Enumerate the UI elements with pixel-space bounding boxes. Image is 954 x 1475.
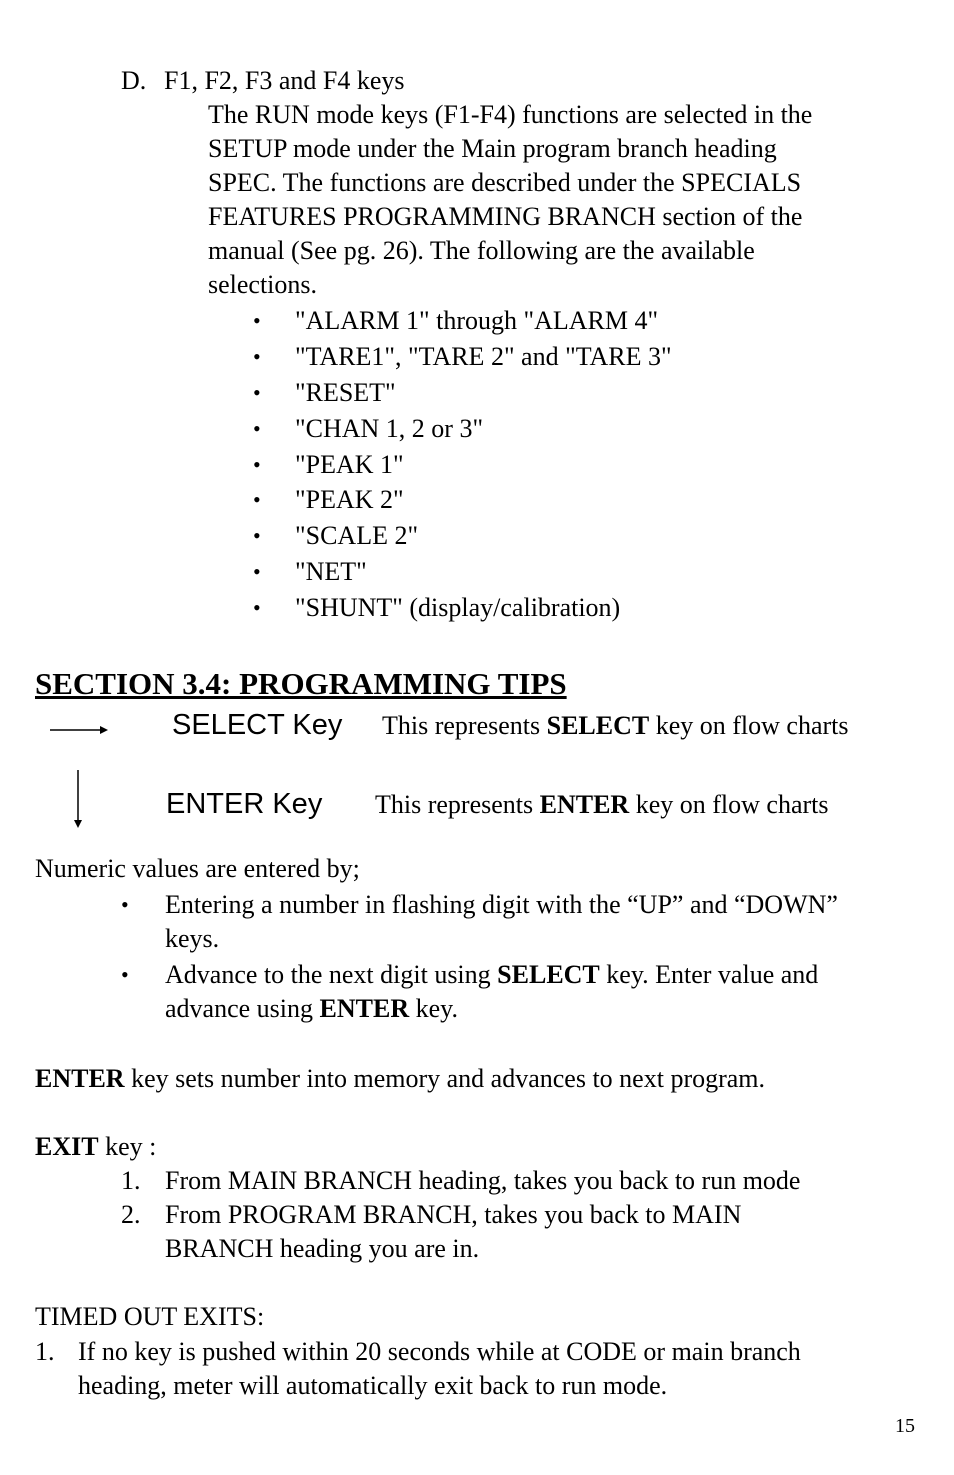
timed-title: TIMED OUT EXITS: xyxy=(35,1302,265,1331)
bullet-icon: • xyxy=(253,452,261,477)
paragraph-line: SPEC. The functions are described under the SPECIALS xyxy=(208,168,802,197)
numeric-item-line: keys. xyxy=(165,924,220,953)
bullet-icon: • xyxy=(253,595,261,620)
select-key-desc: This represents SELECT key on flow charts xyxy=(382,711,849,740)
list-item: "CHAN 1, 2 or 3" xyxy=(295,414,484,443)
paragraph-line: FEATURES PROGRAMMING BRANCH section of the xyxy=(208,202,803,231)
list-item: "SHUNT" (display/calibration) xyxy=(295,593,621,622)
exit-item-line: BRANCH heading you are in. xyxy=(165,1234,480,1263)
enter-key-desc: This represents ENTER key on flow charts xyxy=(375,790,829,819)
list-item: "NET" xyxy=(295,557,367,586)
enter-key-label: ENTER Key xyxy=(166,788,323,820)
paragraph-line: The RUN mode keys (F1-F4) functions are selected in the xyxy=(208,100,813,129)
bullet-icon: • xyxy=(253,523,261,548)
list-item: "RESET" xyxy=(295,378,396,407)
right-arrow-icon xyxy=(50,722,110,738)
timed-item-line: heading, meter will automatically exit back to run mode. xyxy=(78,1371,668,1400)
bullet-icon: • xyxy=(253,487,261,512)
bullet-icon: • xyxy=(253,380,261,405)
exit-item-line: From PROGRAM BRANCH, takes you back to MAIN xyxy=(165,1200,742,1229)
exit-item-num: 1. xyxy=(121,1166,141,1195)
numeric-item-line: advance using ENTER key. xyxy=(165,994,458,1023)
down-arrow-icon xyxy=(70,770,86,830)
exit-item-line: From MAIN BRANCH heading, takes you back to run mode xyxy=(165,1166,801,1195)
paragraph-line: SETUP mode under the Main program branch heading xyxy=(208,134,777,163)
exit-item-num: 2. xyxy=(121,1200,141,1229)
bullet-icon: • xyxy=(253,344,261,369)
bullet-icon: • xyxy=(121,892,129,917)
list-item: "PEAK 1" xyxy=(295,450,404,479)
list-item: "SCALE 2" xyxy=(295,521,419,550)
bullet-icon: • xyxy=(253,416,261,441)
enter-note: ENTER key sets number into memory and advances to next program. xyxy=(35,1064,766,1093)
section-title: SECTION 3.4: PROGRAMMING TIPS xyxy=(35,666,567,701)
enter-key-bold: ENTER xyxy=(539,790,630,819)
numeric-item-line: Entering a number in flashing digit with the “UP” and “DOWN” xyxy=(165,890,838,919)
numeric-intro: Numeric values are entered by; xyxy=(35,854,360,883)
timed-item-num: 1. xyxy=(35,1337,55,1366)
numeric-item-line: Advance to the next digit using SELECT key. Enter value and xyxy=(165,960,819,989)
timed-item-line: If no key is pushed within 20 seconds while at CODE or main branch xyxy=(78,1337,801,1366)
bullet-icon: • xyxy=(121,962,129,987)
list-item: "PEAK 2" xyxy=(295,485,404,514)
exit-heading: EXIT key : xyxy=(35,1132,157,1161)
select-key-label: SELECT Key xyxy=(172,709,343,741)
bullet-icon: • xyxy=(253,559,261,584)
section-d-heading: F1, F2, F3 and F4 keys xyxy=(164,66,405,95)
select-key-bold: SELECT xyxy=(546,711,650,740)
paragraph-line: selections. xyxy=(208,270,318,299)
bullet-icon: • xyxy=(253,308,261,333)
page-number: 15 xyxy=(895,1415,915,1437)
section-d-letter: D. xyxy=(121,66,147,95)
paragraph-line: manual (See pg. 26). The following are the available xyxy=(208,236,755,265)
list-item: "ALARM 1" through "ALARM 4" xyxy=(295,306,659,335)
list-item: "TARE1", "TARE 2" and "TARE 3" xyxy=(295,342,672,371)
